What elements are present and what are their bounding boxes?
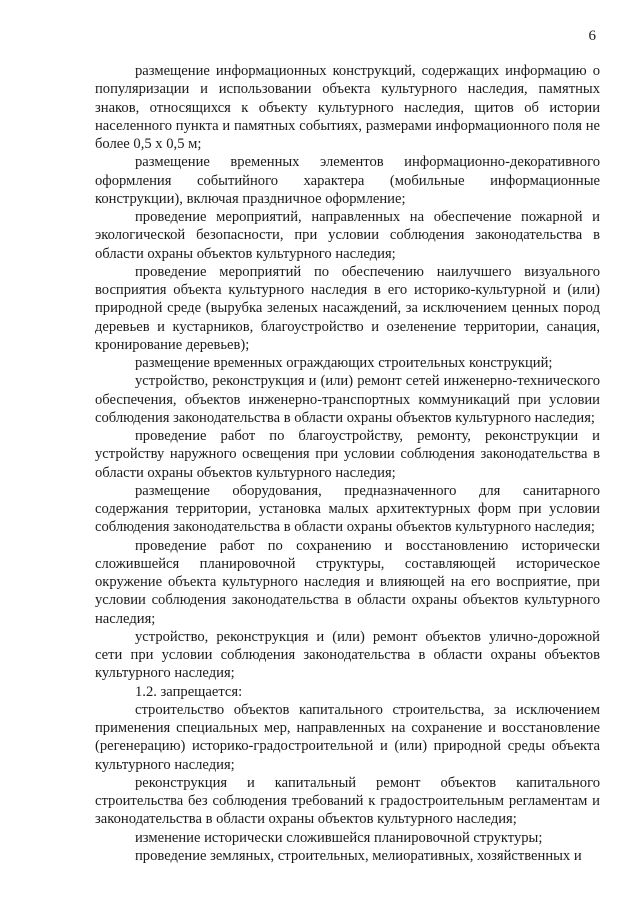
document-body [95, 62, 600, 865]
paragraph-engineering-networks: устройство, реконструкция и (или) ремонт сетей инженерно-технического обеспечения, объектов инженерно-транспортных коммуникаций при условии соблюдения законодательства в области охраны объектов культурного наследия; [95, 373, 600, 426]
paragraph-planning-structure-restoration: проведение работ по сохранению и восстановлению исторически сложившейся планировочной структуры, составляющей историческое окружение объекта культурного наследия и влияющей на его восприятие, при условии соблюдения законодательства в области охраны объектов культурного наследия; [95, 537, 600, 627]
paragraph-road-network: устройство, реконструкция и (или) ремонт объектов улично-дорожной сети при условии соблюдения законодательства в области охраны объектов культурного наследия; [95, 628, 600, 682]
paragraph-temporary-decor: размещение временных элементов информационно-декоративного оформления событийного характера (мобильные информационные конструкции), включая праздничное оформление; [95, 154, 600, 207]
page-number: 6 [588, 28, 596, 44]
section-heading-prohibited: 1.2. запрещается: [135, 683, 243, 700]
paragraph-visual-perception: проведение мероприятий по обеспечению наилучшего визуального восприятия объекта культурного наследия в его историко-культурной и (или) природной среде (вырубка зеленых насаждений, за исключением ценных пород деревьев и кустарников, благоустройство и озеленение территории, санация, кронирование деревьев); [95, 263, 600, 353]
paragraph-info-structures: размещение информационных конструкций, содержащих информацию о популяризации и использовании объекта культурного наследия, памятных знаков, относящихся к объекту культурного наследия, щитов об истории населенного пункта и памятных событиях, размерами информационного поля не более 0,5 х 0,5 м; [95, 63, 600, 152]
paragraph-reconstruction-repair: реконструкция и капитальный ремонт объектов капитального строительства без соблюдения требований к градостроительным регламентам и законодательства в области охраны объектов культурного наследия; [95, 774, 600, 828]
paragraph-fire-safety: проведение мероприятий, направленных на обеспечение пожарной и экологической безопасности, при условии соблюдения законодательства в области охраны объектов культурного наследия; [95, 209, 600, 262]
paragraph-landscaping-lighting: проведение работ по благоустройству, ремонту, реконструкции и устройству наружного освещения при условии соблюдения законодательства в области охраны объектов культурного наследия; [95, 428, 600, 481]
paragraph-capital-construction: строительство объектов капитального строительства, за исключением применения специальных мер, направленных на сохранение и восстановление (регенерацию) историко-градостроительной и (или) природной среды объекта культурного наследия; [95, 701, 600, 773]
paragraph-earthworks: проведение земляных, строительных, мелиоративных, хозяйственных и [135, 847, 582, 864]
paragraph-planning-structure-change: изменение исторически сложившейся планировочной структуры; [135, 829, 543, 846]
paragraph-temporary-fencing: размещение временных ограждающих строительных конструкций; [135, 355, 553, 371]
paragraph-sanitary-equipment: размещение оборудования, предназначенного для санитарного содержания территории, установка малых архитектурных форм при условии соблюдения законодательства в области охраны объектов культурного наследия; [95, 482, 600, 536]
